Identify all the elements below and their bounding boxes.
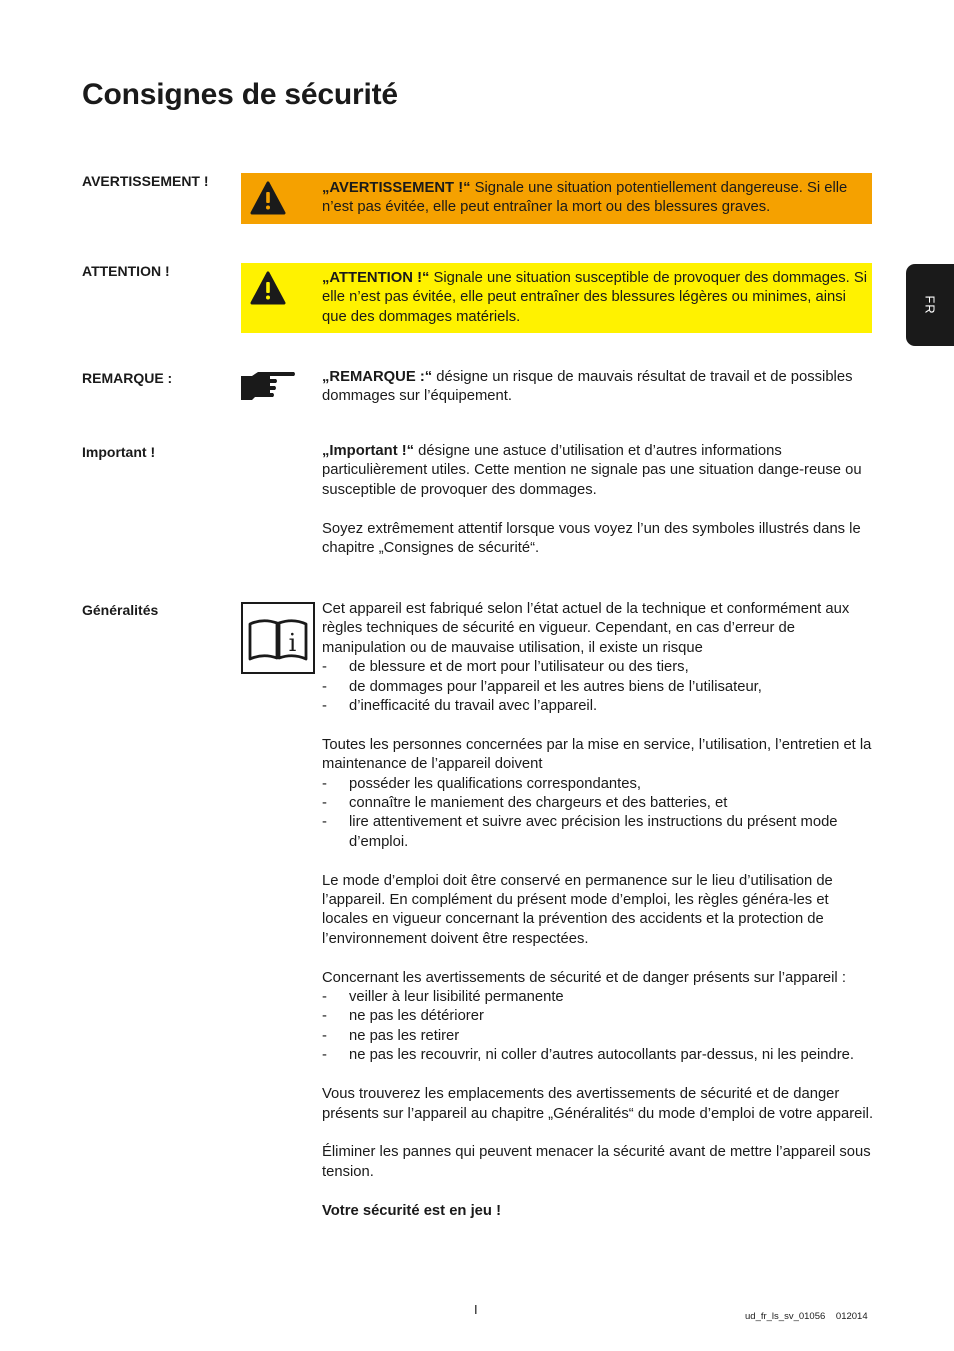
list-item: - ne pas les retirer <box>322 1027 877 1046</box>
list-item: - ne pas les recouvrir, ni coller d’autres autocollants par-dessus, ni les peindre. <box>322 1046 877 1065</box>
warnings-intro: Concernant les avertissements de sécurité et de danger présents sur l’appareil : <box>322 969 846 986</box>
persons-list <box>322 775 877 853</box>
list-item: - de dommages pour l’appareil et les autres biens de l’utilisateur, <box>322 678 877 697</box>
note-body: désigne un risque de mauvais résultat de travail et de possibles dommages sur l’équipement. <box>322 369 853 405</box>
important-para2: Soyez extrêmement attentif lorsque vous voyez l’un des symboles illustrés dans le chapitre „Consignes de sécurité“. <box>322 520 861 557</box>
important-body: désigne une astuce d’utilisation et d’autres informations particulièrement utiles. Cette mention ne signale pas une situation dange-reuse ou susceptible de provoquer des dommages. <box>322 443 862 498</box>
warning-body: Signale une situation potentiellement dangereuse. Si elle n’est pas évitée, elle peut entraîner la mort ou des blessures graves. <box>322 180 848 216</box>
risk-list <box>322 658 877 716</box>
warnings-list <box>322 988 877 1066</box>
note-label: REMARQUE : <box>82 370 173 386</box>
locations-paragraph: Vous trouverez les emplacements des avertissements de sécurité et de danger présents sur l’appareil au chapitre „Généralités“ du mode d’emploi de votre appareil. <box>322 1086 874 1122</box>
svg-text:i: i <box>288 629 297 657</box>
closing-line: Votre sécurité est en jeu ! <box>322 1202 501 1219</box>
read-manual-icon <box>241 602 315 674</box>
page-title: Consignes de sécurité <box>82 78 398 111</box>
warning-box <box>241 173 872 224</box>
list-item: - de blessure et de mort pour l’utilisateur ou des tiers, <box>322 658 877 677</box>
note-lead: „REMARQUE :“ <box>322 369 433 385</box>
caution-text <box>322 269 867 327</box>
language-tab <box>906 264 954 346</box>
note-text <box>322 368 877 407</box>
warning-label: AVERTISSEMENT ! <box>82 173 209 189</box>
warning-text <box>322 179 867 218</box>
caution-body: Signale une situation susceptible de provoquer des dommages. Si elle n’est pas évitée, elle peut entraîner des blessures légères ou minimes, ainsi que des dommages matériels. <box>322 270 868 325</box>
list-item: - lire attentivement et suivre avec précision les instructions du présent mode d’emploi. <box>322 813 877 852</box>
list-item: - posséder les qualifications correspondantes, <box>322 775 877 794</box>
warning-lead: „AVERTISSEMENT !“ <box>322 180 471 196</box>
eliminate-paragraph: Éliminer les pannes qui peuvent menacer la sécurité avant de mettre l’appareil sous tension. <box>322 1144 871 1180</box>
list-item: - ne pas les détériorer <box>322 1007 877 1026</box>
manual-paragraph: Le mode d’emploi doit être conservé en permanence sur le lieu d’utilisation de l’appareil. En complément du présent mode d’emploi, les règles généra-les et locales en vigueur concernant la prévention des accidents et la protection de l’environnement doivent être respectées. <box>322 872 833 947</box>
important-text <box>322 442 877 500</box>
caution-label: ATTENTION ! <box>82 263 170 279</box>
page-number: I <box>474 1302 478 1317</box>
important-lead: „Important !“ <box>322 443 415 459</box>
important-section <box>322 442 877 558</box>
caution-box <box>241 263 872 333</box>
caution-lead: „ATTENTION !“ <box>322 270 430 286</box>
warning-triangle-icon <box>250 181 286 215</box>
general-intro: Cet appareil est fabriqué selon l’état actuel de la technique et conformément aux règles techniques de sécurité en vigueur. Cependant, en cas d’erreur de manipulation ou de mauvaise utilisation, il existe un risque <box>322 601 850 656</box>
important-label: Important ! <box>82 444 156 460</box>
language-tab-label: FR <box>922 295 938 315</box>
general-label: Généralités <box>82 602 159 618</box>
general-section <box>322 600 877 1221</box>
caution-triangle-icon <box>250 271 286 305</box>
persons-intro: Toutes les personnes concernées par la mise en service, l’utilisation, l’entretien et la maintenance de l’appareil doivent <box>322 736 872 773</box>
pointing-hand-icon <box>240 370 298 402</box>
document-code: ud_fr_ls_sv_01056 012014 <box>745 1311 868 1322</box>
list-item: - veiller à leur lisibilité permanente <box>322 988 877 1007</box>
list-item: - d’inefficacité du travail avec l’appareil. <box>322 697 877 716</box>
list-item: - connaître le maniement des chargeurs et des batteries, et <box>322 794 877 813</box>
